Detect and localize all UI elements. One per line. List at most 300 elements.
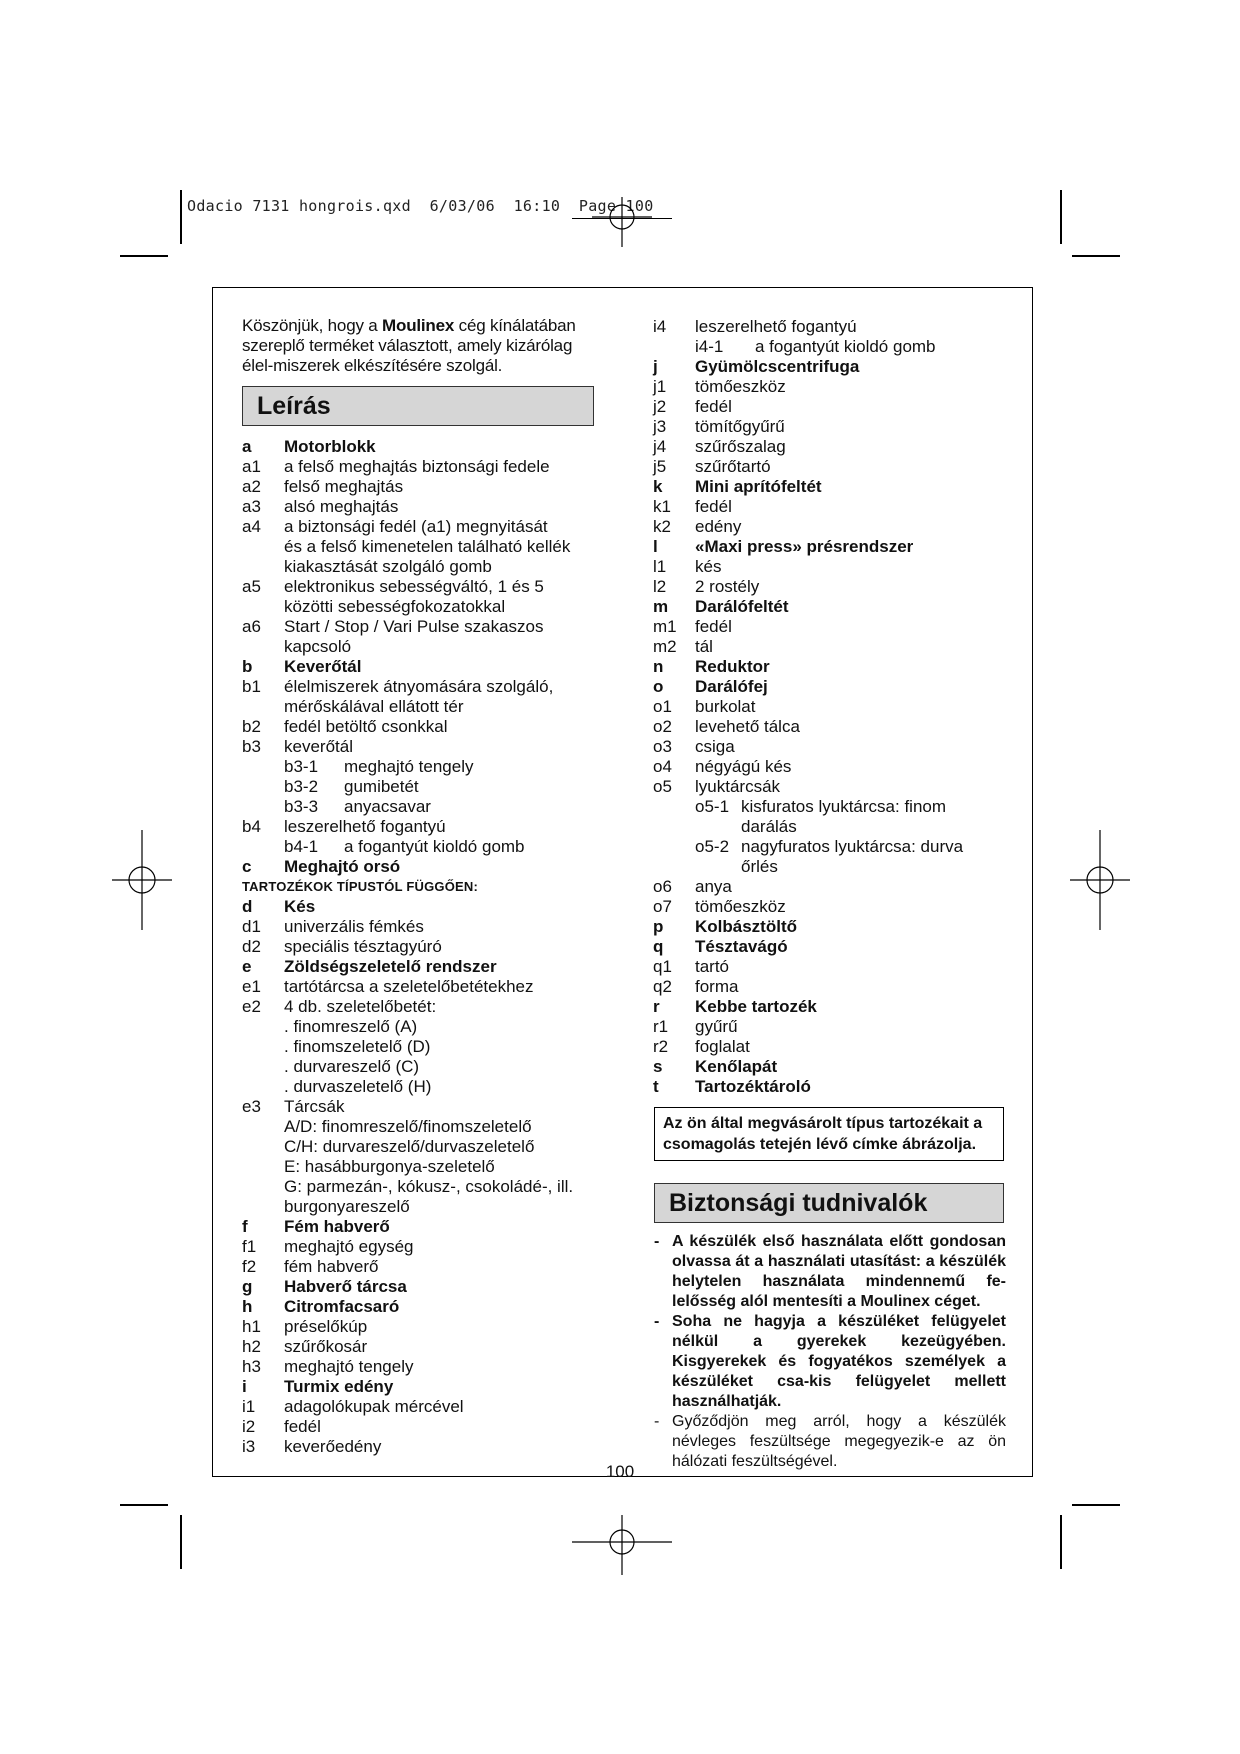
item-key: f — [242, 1217, 248, 1236]
list-item — [242, 577, 602, 597]
registration-mark-top — [592, 197, 652, 257]
item-key — [653, 817, 695, 837]
item-key — [242, 797, 284, 817]
list-item — [242, 937, 602, 957]
item-label: alsó meghajtás — [284, 497, 399, 516]
list-item — [242, 1297, 602, 1317]
item-label: C/H: durvareszelő/durvaszeletelő — [284, 1137, 535, 1156]
item-label: Habverő tárcsa — [284, 1277, 407, 1296]
item-label: gyűrű — [695, 1017, 738, 1036]
item-label: 2 rostély — [695, 577, 760, 596]
item-label: «Maxi press» présrendszer — [695, 537, 914, 556]
item-label: élelmiszerek átnyomására szolgáló, — [284, 677, 554, 696]
item-key — [242, 1157, 284, 1177]
sub-item-key: b3-3 — [284, 797, 319, 816]
list-item — [242, 1017, 602, 1037]
list-item — [242, 1037, 602, 1057]
list-item — [653, 757, 1013, 777]
item-label: Tésztavágó — [695, 937, 788, 956]
list-item — [242, 497, 602, 517]
item-label: szűrőkosár — [284, 1337, 368, 1356]
item-label: burkolat — [695, 697, 756, 716]
list-item — [653, 1037, 1013, 1057]
list-item — [242, 1377, 602, 1397]
item-key: l1 — [653, 557, 667, 576]
list-item — [242, 1077, 602, 1097]
item-key: q2 — [653, 977, 672, 996]
item-label: meghajtó tengely — [284, 1357, 414, 1376]
item-label: univerzális fémkés — [284, 917, 424, 936]
sub-item-key — [695, 817, 741, 837]
item-key: a5 — [242, 577, 261, 596]
intro-before: Köszönjük, hogy a — [242, 316, 383, 335]
item-label: Mini aprítófeltét — [695, 477, 822, 496]
item-key: r1 — [653, 1017, 669, 1036]
item-label: . durvareszelő (C) — [284, 1057, 420, 1076]
print-slug: Odacio 7131 hongrois.qxd 6/03/06 16:10 Page 100 — [187, 197, 654, 215]
list-item — [653, 737, 1013, 757]
item-label: . finomszeletelő (D) — [284, 1037, 431, 1056]
list-item — [242, 957, 602, 977]
list-item — [242, 1157, 602, 1177]
item-key: e2 — [242, 997, 261, 1016]
list-item — [242, 977, 602, 997]
item-label: négyágú kés — [695, 757, 792, 776]
list-item — [653, 517, 1013, 537]
item-label: fedél betöltő csonkkal — [284, 717, 448, 736]
item-label: Tárcsák — [284, 1097, 345, 1116]
list-item — [653, 797, 1013, 817]
item-key: j2 — [653, 397, 667, 416]
item-key — [242, 597, 284, 617]
item-label: anyacsavar — [344, 797, 431, 816]
item-key: j — [653, 357, 658, 376]
item-key — [242, 777, 284, 797]
registration-mark-bottom — [572, 1515, 672, 1575]
item-label: csiga — [695, 737, 735, 756]
item-key: b — [242, 657, 253, 676]
list-item — [242, 757, 602, 777]
list-item — [242, 657, 602, 677]
safety-text: Győződjön meg arról, hogy a készülék névleges feszültsége megegyezik-e az ön hálózati feszültségével. — [672, 1413, 1006, 1470]
list-item — [242, 517, 602, 537]
item-key: b2 — [242, 717, 261, 736]
item-key — [242, 757, 284, 777]
item-label: őrlés — [741, 857, 778, 876]
list-item — [242, 1117, 602, 1137]
list-item — [242, 1277, 602, 1297]
list-item — [242, 537, 602, 557]
item-key: a2 — [242, 477, 261, 496]
item-key: r — [653, 997, 660, 1016]
item-label: lyuktárcsák — [695, 777, 781, 796]
list-item — [242, 917, 602, 937]
item-label: a fogantyút kioldó gomb — [344, 837, 525, 856]
item-label: tömítőgyűrű — [695, 417, 785, 436]
item-key — [242, 1057, 284, 1077]
item-key: k1 — [653, 497, 671, 516]
item-key: a — [242, 437, 252, 456]
item-label: felső meghajtás — [284, 477, 404, 496]
item-label: forma — [695, 977, 739, 996]
item-label: fedél — [695, 497, 732, 516]
item-key: e3 — [242, 1097, 261, 1116]
item-key: k — [653, 477, 663, 496]
item-label: Citromfacsaró — [284, 1297, 400, 1316]
item-label: a fogantyút kioldó gomb — [755, 337, 936, 356]
list-item — [242, 797, 602, 817]
page-number: 100 — [605, 1462, 635, 1481]
accessory-note: Az ön által megvásárolt típus tartozékait a csomagolás tetején lévő címke ábrázolja. — [654, 1107, 1004, 1161]
item-key: j5 — [653, 457, 667, 476]
intro-after: cég kínálatában szereplő terméket választott, amely kizárólag élel-miszerek elkészítésére szolgál. — [242, 316, 576, 375]
item-key: h1 — [242, 1317, 261, 1336]
item-key — [242, 1077, 284, 1097]
list-item — [242, 1177, 602, 1197]
item-label: . finomreszelő (A) — [284, 1017, 418, 1036]
item-label: tál — [695, 637, 713, 656]
item-key: t — [653, 1077, 659, 1096]
item-label: szűrőszalag — [695, 437, 786, 456]
list-item — [653, 597, 1013, 617]
item-key: c — [242, 857, 252, 876]
item-key: a6 — [242, 617, 261, 636]
item-label: 4 db. szeletelőbetét: — [284, 997, 437, 1016]
item-label: levehető tálca — [695, 717, 800, 736]
list-item — [242, 1237, 602, 1257]
list-item — [242, 637, 602, 657]
sub-item-key — [695, 857, 741, 877]
item-key — [242, 1017, 284, 1037]
item-label: speciális tésztagyúró — [284, 937, 442, 956]
list-item — [653, 437, 1013, 457]
item-key: b4 — [242, 817, 261, 836]
item-key: i — [242, 1377, 247, 1396]
item-key: i1 — [242, 1397, 256, 1416]
list-item — [653, 497, 1013, 517]
safety-dash: - — [654, 1233, 660, 1250]
item-key: q1 — [653, 957, 672, 976]
item-key — [653, 857, 695, 877]
item-key: f1 — [242, 1237, 257, 1256]
list-item — [242, 837, 602, 857]
item-key: o4 — [653, 757, 672, 776]
item-label: kisfuratos lyuktárcsa: finom — [741, 797, 947, 816]
list-item — [653, 717, 1013, 737]
list-item — [242, 437, 602, 457]
list-item — [653, 1057, 1013, 1077]
item-key: o6 — [653, 877, 672, 896]
item-key: i2 — [242, 1417, 256, 1436]
list-item — [242, 1417, 602, 1437]
item-key: m1 — [653, 617, 677, 636]
item-key: h3 — [242, 1357, 261, 1376]
item-key: d1 — [242, 917, 261, 936]
item-key: h — [242, 1297, 253, 1316]
item-label: tartótárcsa a szeletelőbetétekhez — [284, 977, 534, 996]
list-item — [653, 817, 1013, 837]
item-label: nagyfuratos lyuktárcsa: durva — [741, 837, 964, 856]
intro-brand: Moulinex — [382, 316, 455, 335]
safety-dash: - — [654, 1413, 660, 1430]
list-item — [242, 557, 602, 577]
registration-mark-left — [112, 830, 172, 930]
list-item — [653, 1017, 1013, 1037]
list-item — [242, 477, 602, 497]
item-label: Keverőtál — [284, 657, 362, 676]
item-label: Kenőlapát — [695, 1057, 778, 1076]
list-item — [653, 317, 1013, 337]
list-item — [653, 697, 1013, 717]
item-label: G: parmezán-, kókusz-, csokoládé-, ill. — [284, 1177, 574, 1196]
item-label: burgonyareszelő — [284, 1197, 410, 1216]
item-key: j1 — [653, 377, 667, 396]
sub-item-key: o5-2 — [695, 837, 730, 856]
sub-item-key: b4-1 — [284, 837, 319, 856]
item-label: kapcsoló — [284, 637, 352, 656]
list-item — [653, 857, 1013, 877]
item-key: q — [653, 937, 664, 956]
item-label: keverőedény — [284, 1437, 382, 1456]
list-item — [242, 457, 602, 477]
item-key: a3 — [242, 497, 261, 516]
item-key: p — [653, 917, 664, 936]
item-key — [653, 837, 695, 857]
item-label: Reduktor — [695, 657, 770, 676]
item-key — [242, 557, 284, 577]
list-item — [242, 897, 602, 917]
item-key — [242, 697, 284, 717]
list-item — [653, 877, 1013, 897]
section-label: TARTOZÉKOK TÍPUSTÓL FÜGGŐEN: — [242, 879, 478, 894]
item-label: Fém habverő — [284, 1217, 390, 1236]
item-key — [242, 1137, 284, 1157]
item-label: tömőeszköz — [695, 897, 786, 916]
item-key: i4 — [653, 317, 667, 336]
item-key: o2 — [653, 717, 672, 736]
list-item — [242, 697, 602, 717]
item-key: d2 — [242, 937, 261, 956]
item-key: h2 — [242, 1337, 261, 1356]
item-key: m — [653, 597, 669, 616]
safety-list — [654, 1232, 1006, 1472]
sub-item-key: b3-1 — [284, 757, 319, 776]
item-key — [653, 797, 695, 817]
item-label: anya — [695, 877, 732, 896]
list-item — [653, 677, 1013, 697]
item-label: adagolókupak mércével — [284, 1397, 464, 1416]
parts-list-left — [242, 437, 602, 1457]
item-label: Darálófej — [695, 677, 768, 696]
item-label: Start / Stop / Vari Pulse szakaszos — [284, 617, 544, 636]
list-item — [242, 1317, 602, 1337]
item-label: préselőkúp — [284, 1317, 368, 1336]
item-key — [242, 1037, 284, 1057]
item-label: és a felső kimenetelen található kellék — [284, 537, 571, 556]
item-label: tömőeszköz — [695, 377, 786, 396]
item-key — [653, 337, 695, 357]
list-item — [653, 457, 1013, 477]
list-item — [242, 1217, 602, 1237]
list-item — [242, 997, 602, 1017]
item-key: j4 — [653, 437, 667, 456]
item-key: g — [242, 1277, 253, 1296]
item-label: Zöldségszeletelő rendszer — [284, 957, 497, 976]
list-item — [653, 357, 1013, 377]
list-item — [653, 537, 1013, 557]
safety-text: A készülék első használata előtt gondosan olvassa át a használati utasítást: a készülék helytelen használata mindennemű fe-lelősség alól mentesíti a Moulinex céget. — [672, 1233, 1006, 1310]
item-label: meghajtó tengely — [344, 757, 474, 776]
item-key: a1 — [242, 457, 261, 476]
item-label: Gyümölcscentrifuga — [695, 357, 860, 376]
parts-list-right — [653, 317, 1013, 1097]
item-label: Tartozéktároló — [695, 1077, 811, 1096]
heading-description — [242, 386, 594, 426]
list-item — [653, 917, 1013, 937]
item-label: közötti sebességfokozatokkal — [284, 597, 506, 616]
sub-item-key: b3-2 — [284, 777, 319, 796]
item-label: a biztonsági fedél (a1) megnyitását — [284, 517, 548, 536]
item-key: j3 — [653, 417, 667, 436]
item-key: o5 — [653, 777, 672, 796]
item-label: edény — [695, 517, 742, 536]
list-item — [653, 577, 1013, 597]
safety-item — [654, 1312, 1006, 1412]
list-item — [242, 1257, 602, 1277]
list-item — [242, 677, 602, 697]
item-key — [242, 837, 284, 857]
list-item — [242, 617, 602, 637]
item-key: o1 — [653, 697, 672, 716]
list-item — [242, 817, 602, 837]
list-item — [242, 1437, 602, 1457]
item-label: Motorblokk — [284, 437, 376, 456]
item-label: a felső meghajtás biztonsági fedele — [284, 457, 550, 476]
item-label: Turmix edény — [284, 1377, 394, 1396]
item-key: b3 — [242, 737, 261, 756]
item-label: Kés — [284, 897, 316, 916]
item-label: E: hasábburgonya-szeletelő — [284, 1157, 495, 1176]
item-key: s — [653, 1057, 663, 1076]
item-label: leszerelhető fogantyú — [284, 817, 446, 836]
item-key: l2 — [653, 577, 667, 596]
list-item — [242, 1057, 602, 1077]
item-label: leszerelhető fogantyú — [695, 317, 857, 336]
list-item — [653, 637, 1013, 657]
safety-dash: - — [654, 1313, 660, 1330]
list-item — [242, 1357, 602, 1377]
list-item — [653, 397, 1013, 417]
list-item — [653, 417, 1013, 437]
heading-safety — [654, 1183, 1004, 1223]
item-label: Kebbe tartozék — [695, 997, 817, 1016]
list-item — [653, 657, 1013, 677]
item-key: o3 — [653, 737, 672, 756]
item-label: fém habverő — [284, 1257, 379, 1276]
item-label: Kolbásztöltő — [695, 917, 797, 936]
list-item — [242, 737, 602, 757]
safety-item — [654, 1232, 1006, 1312]
list-item — [242, 1397, 602, 1417]
item-label: gumibetét — [344, 777, 419, 796]
list-item — [242, 717, 602, 737]
list-item — [653, 617, 1013, 637]
item-key: a4 — [242, 517, 261, 536]
list-item — [653, 337, 1013, 357]
list-item — [653, 1077, 1013, 1097]
item-key — [242, 1177, 284, 1197]
item-label: A/D: finomreszelő/finomszeletelő — [284, 1117, 532, 1136]
sub-item-key: i4-1 — [695, 337, 724, 356]
item-key — [242, 537, 284, 557]
item-key — [242, 1117, 284, 1137]
item-label: foglalat — [695, 1037, 750, 1056]
item-label: keverőtál — [284, 737, 353, 756]
list-item — [653, 837, 1013, 857]
list-item — [653, 777, 1013, 797]
item-label: meghajtó egység — [284, 1237, 414, 1256]
list-item — [653, 977, 1013, 997]
item-key — [242, 637, 284, 657]
list-item — [653, 957, 1013, 977]
item-key: m2 — [653, 637, 677, 656]
item-key: k2 — [653, 517, 671, 536]
intro-paragraph — [242, 316, 598, 376]
item-label: tartó — [695, 957, 730, 976]
safety-text: Soha ne hagyja a készüléket felügyelet nélkül a gyerekek kezeügyében. Kisgyerekek és fogyatékos személyek a készüléket csa-kis felügyelet mellett használhatják. — [672, 1313, 1006, 1410]
item-key — [242, 1197, 284, 1217]
item-key: o — [653, 677, 664, 696]
item-key: e — [242, 957, 252, 976]
item-label: fedél — [695, 617, 732, 636]
item-key: e1 — [242, 977, 261, 996]
heading-safety-text: Biztonsági tudnivalók — [669, 1189, 928, 1217]
item-key: b1 — [242, 677, 261, 696]
item-label: . durvaszeletelő (H) — [284, 1077, 432, 1096]
item-key: l — [653, 537, 658, 556]
list-item — [242, 1137, 602, 1157]
item-label: fedél — [695, 397, 732, 416]
item-label: elektronikus sebességváltó, 1 és 5 — [284, 577, 544, 596]
item-label: fedél — [284, 1417, 321, 1436]
item-label: Meghajtó orsó — [284, 857, 401, 876]
list-item — [242, 777, 602, 797]
item-label: darálás — [741, 817, 797, 836]
list-item — [653, 377, 1013, 397]
list-item — [242, 1197, 602, 1217]
heading-description-text: Leírás — [257, 392, 331, 420]
item-label: szűrőtartó — [695, 457, 771, 476]
item-label: mérőskálával ellátott tér — [284, 697, 464, 716]
list-item — [653, 997, 1013, 1017]
item-key: n — [653, 657, 664, 676]
item-key: r2 — [653, 1037, 669, 1056]
list-item — [653, 557, 1013, 577]
list-item — [242, 1337, 602, 1357]
item-key: f2 — [242, 1257, 257, 1276]
item-label: Darálófeltét — [695, 597, 789, 616]
item-label: kiakasztását szolgáló gomb — [284, 557, 492, 576]
list-item — [653, 897, 1013, 917]
list-item — [242, 1097, 602, 1117]
item-key: i3 — [242, 1437, 256, 1456]
item-label: kés — [695, 557, 722, 576]
registration-mark-right — [1070, 830, 1130, 930]
sub-item-key: o5-1 — [695, 797, 730, 816]
item-key: o7 — [653, 897, 672, 916]
list-item — [653, 477, 1013, 497]
list-item — [242, 857, 602, 877]
